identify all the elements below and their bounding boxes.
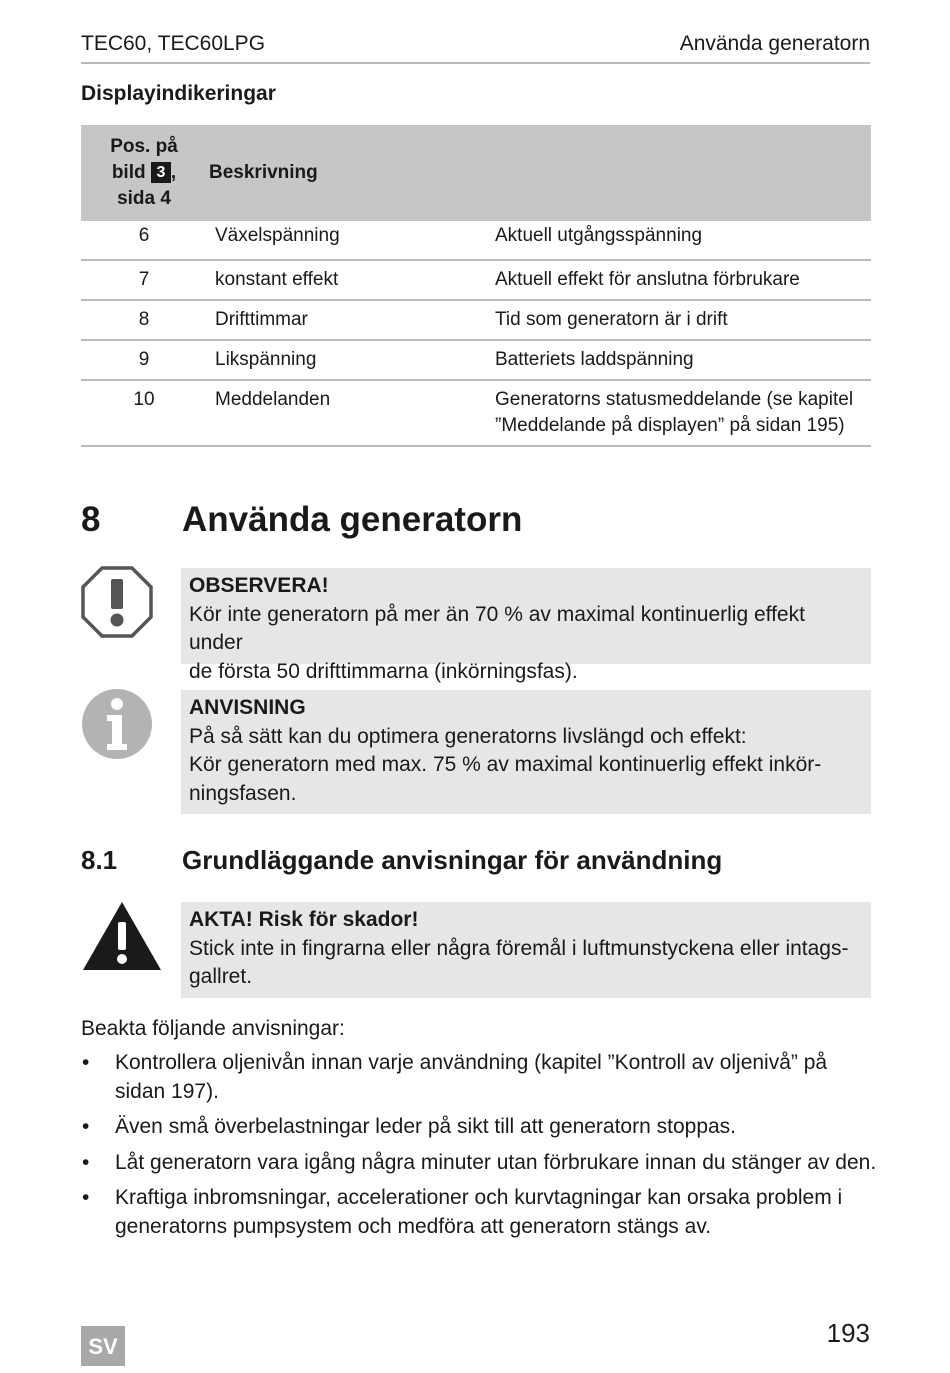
warning-triangle-icon <box>81 900 163 972</box>
page-number: 193 <box>826 1318 870 1348</box>
akta-title: AKTA! Risk för skador! <box>189 908 419 931</box>
figure-badge: 3 <box>151 162 171 183</box>
chapter-number: 8 <box>81 500 101 539</box>
header-description: Beskrivning <box>207 125 871 221</box>
table-row: 6 Växelspänning Aktuell utgångsspänning <box>81 221 871 260</box>
table-header-row <box>81 125 871 221</box>
subsection-title: Grundläggande anvisningar för användning <box>182 845 723 875</box>
anvisning-title: ANVISNING <box>189 696 306 719</box>
display-table <box>81 125 871 447</box>
section-label: Displayindikeringar <box>81 82 276 105</box>
list-item: • Kraftiga inbromsningar, accelerationer och kurvtagningar kan orsaka problem i generatorns pumpsystem och medföra att generatorn stängs av. <box>82 1186 843 1238</box>
table-row: 9 Likspänning Batteriets laddspänning <box>81 340 871 380</box>
chapter-title: Använda generatorn <box>182 500 523 539</box>
observera-title: OBSERVERA! <box>189 574 329 597</box>
list-item: • Låt generatorn vara igång några minuter utan förbrukare innan du stänger av den. <box>82 1150 877 1174</box>
list-item: • Kontrollera oljenivån innan varje användning (kapitel ”Kontroll av oljenivå” på sidan 197). <box>82 1051 828 1103</box>
observera-notice: OBSERVERA! Kör inte generatorn på mer än 70 % av maximal kontinuerlig effekt under de första 50 drifttimmarna (inkörningsfas). <box>181 568 871 664</box>
language-badge: SV <box>81 1326 125 1366</box>
table-row: 8 Drifttimmar Tid som generatorn är i drift <box>81 300 871 340</box>
table-row: 10 Meddelanden Generatorns statusmeddelande (se kapitel ”Meddelande på displayen” på sidan 195) <box>81 380 871 446</box>
akta-notice: AKTA! Risk för skador! Stick inte in fingrarna eller några föremål i luftmunstyckena eller intags- gallret. <box>181 902 871 998</box>
instruction-list <box>81 1049 881 1248</box>
list-item: • Även små överbelastningar leder på sikt till att generatorn stoppas. <box>82 1115 737 1138</box>
anvisning-notice: ANVISNING På så sätt kan du optimera generatorns livslängd och effekt: Kör generatorn med max. 75 % av maximal kontinuerlig effekt inkör- ningsfasen. <box>181 690 871 814</box>
header-chapter: Använda generatorn <box>679 32 870 55</box>
table-row: 7 konstant effekt Aktuell effekt för anslutna förbrukare <box>81 260 871 300</box>
header-model: TEC60, TEC60LPG <box>81 32 266 55</box>
info-icon <box>81 688 153 760</box>
running-header <box>81 32 870 64</box>
intro-text: Beakta följande anvisningar: <box>81 1017 345 1040</box>
header-pos: Pos. på bild 3 , sida 4 <box>81 125 207 221</box>
caution-octagon-icon <box>81 566 153 638</box>
subsection-number: 8.1 <box>81 845 118 875</box>
